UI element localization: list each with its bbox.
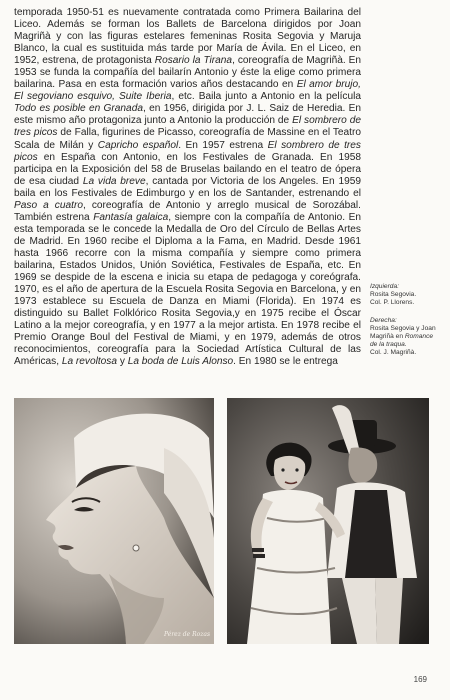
body-text-run: , etc. Baila junto a Antonio en la película [171, 91, 361, 103]
body-text-column [14, 7, 361, 368]
body-paragraph [14, 7, 361, 368]
caption-right-line [370, 325, 442, 349]
caption-left-heading: Izquierda: [370, 283, 399, 290]
body-text-run: . En 1957 estrena [178, 139, 268, 151]
body-text-run: , coreografía de Antonio y arreglo musical de Sorozábal. También estrena [14, 199, 361, 223]
body-text-run: , cantada por Victoria de los Angeles. En 1959 baila en los Festivales de Edimburgo y en los de Santander, estrenando el [14, 175, 361, 199]
work-title: Todo es posible en Granada [14, 103, 143, 115]
work-title: El sombrero de tres picos [14, 139, 361, 163]
dancers-photo-drawing [227, 398, 429, 644]
caption-right [370, 317, 442, 357]
work-title: Paso a cuatro [14, 199, 83, 211]
body-text-run: , en 1956, dirigida por J. L. Saiz de Heredia. En este mismo año protagoniza junto a Antonio la producción de [14, 103, 362, 127]
caption-right-text: Rosita Segovia y Joan Magriñà en [370, 325, 436, 340]
work-title: La revoltosa [61, 356, 117, 368]
body-text-run: , siempre con la compañía de Antonio. En esta temporada se le concede la Medalla de Oro del Círculo de Bellas Artes de Madrid. En 1960 recibe el Diploma a la Fama, en Madrid. Desde 1961 hasta 1966 recorre con la misma compañía y siempre como primera bailarina, Estados Unidos, Unión Soviética, Festivales de España, etc. En 1969 se despide de la escena e inicia su etapa de pedagoga y coreógrafa. 1970, es el año de apertura de la Escuela Rosita Segovia en Barcelona, y en 1973 establece su Escuela de Danza en Miami (Florida). En 1974 es distinguido su Ballet Folklórico Rosita Segovia,y en 1975 recibe el Óscar Latino a la mejor coreografía, y en 1977 a la mejor artista. En 1978 recibe el Premio Orange Boul del Festival de Miami, y en 1979, además de otros reconocimientos, coreografía para la Sociedad Artística Cultural de las Américas, [14, 211, 361, 368]
photo-captions [370, 283, 442, 367]
caption-right-credit: Col. J. Magriñà. [370, 349, 417, 356]
photo-rosita-segovia-joan-magrina [227, 398, 429, 644]
body-text-run: y [117, 356, 128, 368]
portrait-photo-drawing [14, 398, 214, 644]
work-title: Rosario la Tirana [154, 55, 233, 67]
body-text-run: de Falla, figurines de Picasso, coreografía de Massine en el Teatro Scala de Milán y [14, 127, 362, 151]
work-title: La vida breve [82, 175, 146, 187]
body-text-run: . En 1980 se le entrega [233, 356, 338, 368]
caption-right-heading: Derecha: [370, 317, 397, 324]
work-title: La boda de Luis Alonso [127, 356, 234, 368]
page-number: 169 [413, 675, 427, 684]
work-title: Fantasía galaica [93, 211, 169, 223]
work-title: Capricho español [97, 139, 179, 151]
caption-left-line: Rosita Segovia. [370, 291, 417, 298]
body-text-run: en España con Antonio, en los Festivales de Granada. En 1958 participa en la Exposición del 58 de Bruselas bailando en el teatro de ópera de esa ciudad [14, 151, 361, 187]
work-title: El amor brujo, El segoviano esquivo, Suite Iberia [14, 79, 361, 103]
body-text-run: temporada 1950-51 es nuevamente contratada como Primera Bailarina del Liceo. Además se forman los Ballets de Barcelona dirigidos por Joan Magriñà y con las figuras estelares femeninas Rosita Segovia y Maruja Blanco, la cual es sustituida más tarde por María de Ávila. En el Liceo, en 1952, estrena, de protagonista [14, 7, 361, 67]
caption-left-line: Col. P. Llorens. [370, 299, 415, 306]
photographer-signature: Pérez de Rozas [164, 631, 211, 638]
photo-portrait-rosita-segovia [14, 398, 214, 644]
body-text-run: , coreografía de Magriñà. En 1953 se funda la compañía del bailarín Antonio y éste la elige como primera bailarina. Pasa en esta formación varios años destacando en [14, 55, 361, 91]
work-title: El sombrero de tres picos [14, 115, 361, 139]
caption-left [370, 283, 442, 307]
caption-right-title: Romance de la traqua. [370, 333, 434, 348]
